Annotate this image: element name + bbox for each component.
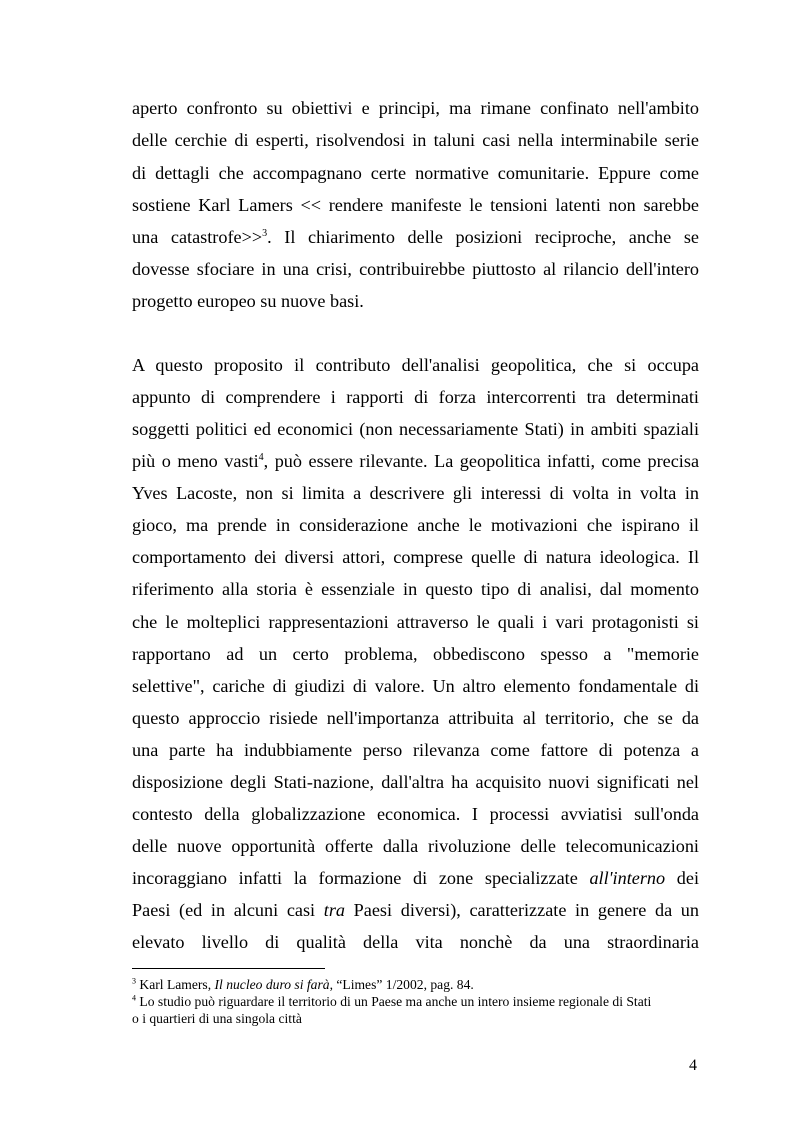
text-run: Paesi (ed in alcuni casi: [132, 900, 324, 920]
footnote-marker: 3: [132, 976, 136, 986]
paragraph-line: [132, 899, 699, 921]
paragraph-line: delle cerchie di esperti, risolvendosi in taluni casi nella interminabile serie: [132, 130, 699, 150]
paragraph-line: soggetti politici ed economici (non necessariamente Stati) in ambiti spaziali: [132, 419, 699, 439]
paragraph-line: [132, 226, 699, 248]
paragraph-line: di dettagli che accompagnano certe normative comunitarie. Eppure come: [132, 163, 699, 183]
text-run: più o meno vasti: [132, 451, 259, 471]
paragraph-line: A questo proposito il contributo dell'analisi geopolitica, che si occupa: [132, 355, 699, 375]
paragraph-line: Yves Lacoste, non si limita a descrivere gli interessi di volta in volta in: [132, 483, 699, 503]
paragraph-line: che le molteplici rappresentazioni attraverso le quali i vari protagonisti si: [132, 612, 699, 632]
footnote-3: [132, 976, 474, 993]
text-run: , può essere rilevante. La geopolitica infatti, come precisa: [263, 451, 700, 471]
paragraph-line: aperto confronto su obiettivi e principi, ma rimane confinato nell'ambito: [132, 98, 699, 118]
paragraph-line: delle nuove opportunità offerte dalla rivoluzione delle telecomunicazioni: [132, 836, 699, 856]
footnote-4: [132, 993, 651, 1010]
footnote-ref-3: 3: [262, 227, 268, 239]
text-run: Paesi diversi), caratterizzate in genere da un: [345, 900, 699, 920]
paragraph-line: una parte ha indubbiamente perso rilevanza come fattore di potenza a: [132, 740, 699, 760]
paragraph-line: comportamento dei diversi attori, comprese quelle di natura ideologica. Il: [132, 547, 699, 567]
footnote-ref-4: 4: [258, 451, 264, 463]
paragraph-line: dovesse sfociare in una crisi, contribuirebbe piuttosto al rilancio dell'intero: [132, 259, 699, 279]
paragraph-line: [132, 450, 699, 472]
paragraph-line: selettive", cariche di giudizi di valore. Un altro elemento fondamentale di: [132, 676, 699, 696]
italic-run: tra: [323, 900, 346, 920]
paragraph-line: rapportano ad un certo problema, obbediscono spesso a "memorie: [132, 644, 699, 664]
text-run: una catastrofe>>: [132, 227, 263, 247]
italic-run: all'interno: [589, 868, 666, 888]
page-number: 4: [689, 1057, 697, 1074]
paragraph-line: gioco, ma prende in considerazione anche le motivazioni che ispirano il: [132, 515, 699, 535]
paragraph-line: sostiene Karl Lamers << rendere manifeste le tensioni latenti non sarebbe: [132, 195, 699, 215]
text-run: Lo studio può riguardare il territorio di un Paese ma anche un intero insieme regionale di Stati: [136, 994, 652, 1009]
text-run: . Il chiarimento delle posizioni reciproche, anche se: [267, 227, 699, 247]
text-run: dei: [665, 868, 699, 888]
paragraph-line: elevato livello di qualità della vita nonchè da una straordinaria: [132, 932, 699, 952]
paragraph-line: disposizione degli Stati-nazione, dall'altra ha acquisito nuovi significati nel: [132, 772, 699, 792]
text-run: incoraggiano infatti la formazione di zone specializzate: [132, 868, 590, 888]
footnote-separator: [132, 968, 325, 969]
text-run: Karl Lamers,: [136, 977, 215, 992]
footnote-4-continuation: o i quartieri di una singola città: [132, 1011, 302, 1026]
paragraph-line: contesto della globalizzazione economica. I processi avviatisi sull'onda: [132, 804, 699, 824]
footnote-marker: 4: [132, 993, 136, 1003]
paragraph-line: appunto di comprendere i rapporti di forza intercorrenti tra determinati: [132, 387, 699, 407]
paragraph-line: progetto europeo su nuove basi.: [132, 291, 364, 311]
paragraph-line: riferimento alla storia è essenziale in questo tipo di analisi, dal momento: [132, 579, 699, 599]
text-run: , “Limes” 1/2002, pag. 84.: [329, 977, 474, 992]
paragraph-line: [132, 867, 699, 889]
italic-run: Il nucleo duro si farà: [214, 977, 330, 992]
paragraph-line: questo approccio risiede nell'importanza attribuita al territorio, che se da: [132, 708, 699, 728]
